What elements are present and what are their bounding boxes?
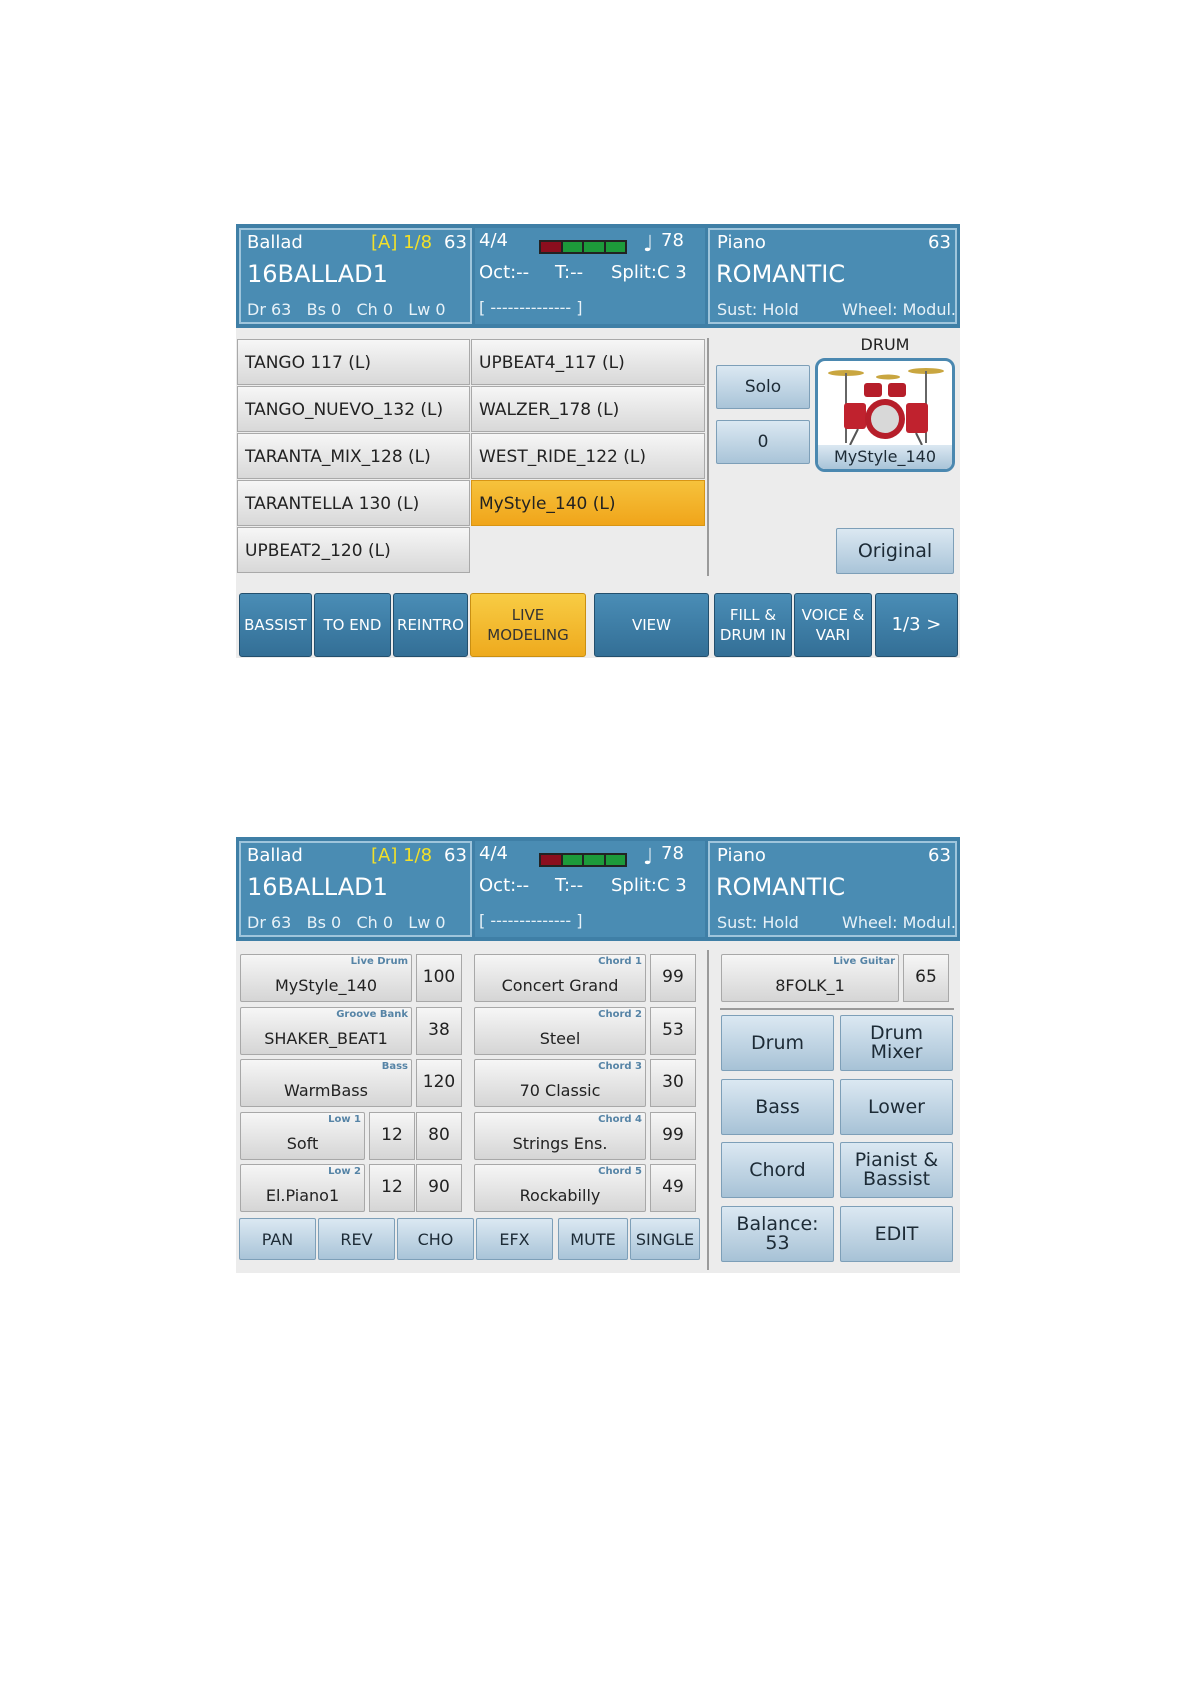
drum-mixer-label-1: Drum [870, 1022, 923, 1044]
divider [707, 950, 709, 1270]
slot-tag: Low 1 [328, 1114, 361, 1125]
style-list-item[interactable]: WEST_RIDE_122 (L) [471, 433, 705, 479]
pan-button[interactable]: PAN [239, 1218, 316, 1260]
tempo-value: 78 [661, 843, 684, 864]
drum-mixer-label-2: Mixer [870, 1041, 923, 1063]
slot-name: Strings Ens. [512, 1134, 608, 1153]
live-guitar-slot[interactable] [721, 954, 899, 1002]
low2-slot[interactable] [240, 1164, 365, 1212]
quarter-note-icon: ♩ [643, 845, 654, 870]
drum-button[interactable]: Drum [721, 1015, 834, 1071]
sustain-mode: Sust: Hold [717, 300, 799, 319]
bass-slot[interactable] [240, 1059, 412, 1107]
fill-label-2: DRUM IN [719, 626, 787, 644]
beat-led [606, 855, 626, 865]
balance-button[interactable]: Balance: 53 [721, 1206, 834, 1262]
drum-value-button[interactable]: 0 [716, 420, 810, 464]
chord5-volume[interactable]: 49 [650, 1164, 696, 1212]
style-list-item[interactable]: UPBEAT2_120 (L) [237, 527, 470, 573]
style-list-item[interactable]: TANGO 117 (L) [237, 339, 470, 385]
sustain-mode: Sust: Hold [717, 913, 799, 932]
live-modeling-button[interactable] [470, 593, 586, 657]
low1-volume[interactable]: 80 [416, 1112, 462, 1160]
drum-title: DRUM [860, 335, 910, 354]
part-volumes: Dr 63 Bs 0 Ch 0 Lw 0 [247, 913, 446, 932]
slot-tag: Chord 1 [598, 956, 642, 967]
voice-vari-button[interactable] [794, 593, 872, 657]
voice-name: ROMANTIC [716, 873, 846, 901]
style-list-item-selected[interactable]: MyStyle_140 (L) [471, 480, 705, 526]
wheel-mode: Wheel: Modul. [842, 913, 956, 932]
drum-kit-name: MyStyle_140 [818, 445, 952, 469]
octave-indicator: Oct:-- [479, 875, 530, 896]
slot-tag: Chord 4 [598, 1114, 642, 1125]
tempo-panel[interactable] [475, 841, 705, 937]
slot-name: SHAKER_BEAT1 [264, 1029, 388, 1048]
style-list-item[interactable]: WALZER_178 (L) [471, 386, 705, 432]
style-list-item[interactable]: UPBEAT4_117 (L) [471, 339, 705, 385]
fill-drum-in-button[interactable] [714, 593, 792, 657]
slot-tag: Bass [381, 1061, 408, 1072]
beat-led [563, 855, 583, 865]
beat-meter [539, 240, 627, 254]
bassist-button[interactable]: BASSIST [239, 593, 312, 657]
slot-tag: Live Guitar [833, 956, 895, 967]
wheel-mode: Wheel: Modul. [842, 300, 956, 319]
transpose-indicator: T:-- [555, 875, 584, 896]
to-end-button[interactable]: TO END [314, 593, 391, 657]
style-browser-screen [236, 224, 960, 658]
live-modeling-screen [236, 837, 960, 1273]
voice-label-2: VARI [815, 626, 851, 644]
chord1-volume[interactable]: 99 [650, 954, 696, 1002]
style-number: 63 [444, 845, 467, 866]
divider [707, 338, 709, 576]
slot-name: 8FOLK_1 [775, 976, 845, 995]
slot-name: Concert Grand [501, 976, 619, 995]
style-number: 63 [444, 232, 467, 253]
bass-volume[interactable]: 120 [416, 1059, 462, 1107]
time-signature: 4/4 [479, 843, 508, 864]
chord5-slot[interactable] [474, 1164, 646, 1212]
edit-button[interactable]: EDIT [840, 1206, 953, 1262]
voice-name: ROMANTIC [716, 260, 846, 288]
beat-led [584, 242, 604, 252]
mute-button[interactable]: MUTE [558, 1218, 628, 1260]
reintro-button[interactable]: REINTRO [393, 593, 468, 657]
style-name: 16BALLAD1 [247, 260, 388, 288]
view-button[interactable]: VIEW [594, 593, 709, 657]
low1-slot[interactable] [240, 1112, 365, 1160]
split-indicator: Split:C 3 [611, 262, 687, 283]
live-modeling-label-2: MODELING [487, 626, 569, 644]
slot-name: Rockabilly [519, 1186, 601, 1205]
chord4-volume[interactable]: 99 [650, 1112, 696, 1160]
rev-button[interactable]: REV [318, 1218, 395, 1260]
tempo-panel[interactable] [475, 228, 705, 324]
slot-tag: Chord 2 [598, 1009, 642, 1020]
slot-tag: Groove Bank [336, 1009, 408, 1020]
style-panel[interactable] [239, 228, 472, 324]
beat-meter [539, 853, 627, 867]
drum-kit-button[interactable] [815, 358, 955, 472]
slot-name: MyStyle_140 [275, 976, 377, 995]
chord4-slot[interactable] [474, 1112, 646, 1160]
transpose-indicator: T:-- [555, 262, 584, 283]
voice-label-1: VOICE & [801, 606, 865, 624]
tempo-value: 78 [661, 230, 684, 251]
beat-led [541, 855, 561, 865]
live-drum-volume[interactable]: 100 [416, 954, 462, 1002]
quarter-note-icon: ♩ [643, 232, 654, 257]
live-guitar-volume[interactable]: 65 [903, 954, 949, 1002]
voice-number: 63 [928, 845, 951, 866]
voice-category: Piano [717, 232, 766, 253]
divider [720, 1008, 954, 1010]
chord-button[interactable]: Chord [721, 1142, 834, 1198]
voice-number: 63 [928, 232, 951, 253]
low1-octave[interactable]: 12 [369, 1112, 415, 1160]
status-header [236, 224, 960, 328]
live-modeling-label-1: LIVE [511, 606, 545, 624]
groove-volume[interactable]: 38 [416, 1007, 462, 1055]
voice-panel[interactable] [708, 228, 957, 324]
style-list-item[interactable]: TARANTA_MIX_128 (L) [237, 433, 470, 479]
chord3-volume[interactable]: 30 [650, 1059, 696, 1107]
beat-led [606, 242, 626, 252]
bass-button[interactable]: Bass [721, 1079, 834, 1135]
variation-indicator: [A] 1/8 [371, 845, 433, 866]
original-button[interactable]: Original [836, 528, 954, 574]
page-button[interactable]: 1/3 > [875, 593, 958, 657]
drum-mixer-button[interactable] [840, 1015, 953, 1071]
split-indicator: Split:C 3 [611, 875, 687, 896]
slot-name: Soft [286, 1134, 319, 1153]
beat-led [541, 242, 561, 252]
chord-display: [ -------------- ] [479, 911, 583, 930]
beat-led [563, 242, 583, 252]
chord-display: [ -------------- ] [479, 298, 583, 317]
part-volumes: Dr 63 Bs 0 Ch 0 Lw 0 [247, 300, 446, 319]
chord2-volume[interactable]: 53 [650, 1007, 696, 1055]
voice-category: Piano [717, 845, 766, 866]
pianist-bassist-button[interactable] [840, 1142, 953, 1198]
octave-indicator: Oct:-- [479, 262, 530, 283]
slot-name: Steel [539, 1029, 581, 1048]
efx-button[interactable]: EFX [476, 1218, 553, 1260]
pianist-label-1: Pianist & [854, 1149, 939, 1171]
slot-name: WarmBass [284, 1081, 368, 1100]
style-list-item[interactable]: TANGO_NUEVO_132 (L) [237, 386, 470, 432]
style-category: Ballad [247, 232, 303, 253]
time-signature: 4/4 [479, 230, 508, 251]
status-header [236, 837, 960, 941]
variation-indicator: [A] 1/8 [371, 232, 433, 253]
chord1-slot[interactable] [474, 954, 646, 1002]
slot-tag: Low 2 [328, 1166, 361, 1177]
slot-name: El.Piano1 [265, 1186, 340, 1205]
lower-button[interactable]: Lower [840, 1079, 953, 1135]
live-drum-slot[interactable] [240, 954, 412, 1002]
slot-tag: Chord 5 [598, 1166, 642, 1177]
chord3-slot[interactable] [474, 1059, 646, 1107]
cho-button[interactable]: CHO [397, 1218, 474, 1260]
single-button[interactable]: SINGLE [630, 1218, 700, 1260]
pianist-label-2: Bassist [862, 1168, 931, 1190]
fill-label-1: FILL & [729, 606, 777, 624]
low2-octave[interactable]: 12 [369, 1164, 415, 1212]
chord2-slot[interactable] [474, 1007, 646, 1055]
style-panel[interactable] [239, 841, 472, 937]
style-name: 16BALLAD1 [247, 873, 388, 901]
groove-bank-slot[interactable] [240, 1007, 412, 1055]
slot-tag: Chord 3 [598, 1061, 642, 1072]
slot-name: 70 Classic [519, 1081, 601, 1100]
slot-tag: Live Drum [350, 956, 408, 967]
low2-volume[interactable]: 90 [416, 1164, 462, 1212]
voice-panel[interactable] [708, 841, 957, 937]
beat-led [584, 855, 604, 865]
style-list-item[interactable]: TARANTELLA 130 (L) [237, 480, 470, 526]
style-category: Ballad [247, 845, 303, 866]
drum-kit-icon [818, 363, 952, 447]
solo-button[interactable]: Solo [716, 365, 810, 409]
